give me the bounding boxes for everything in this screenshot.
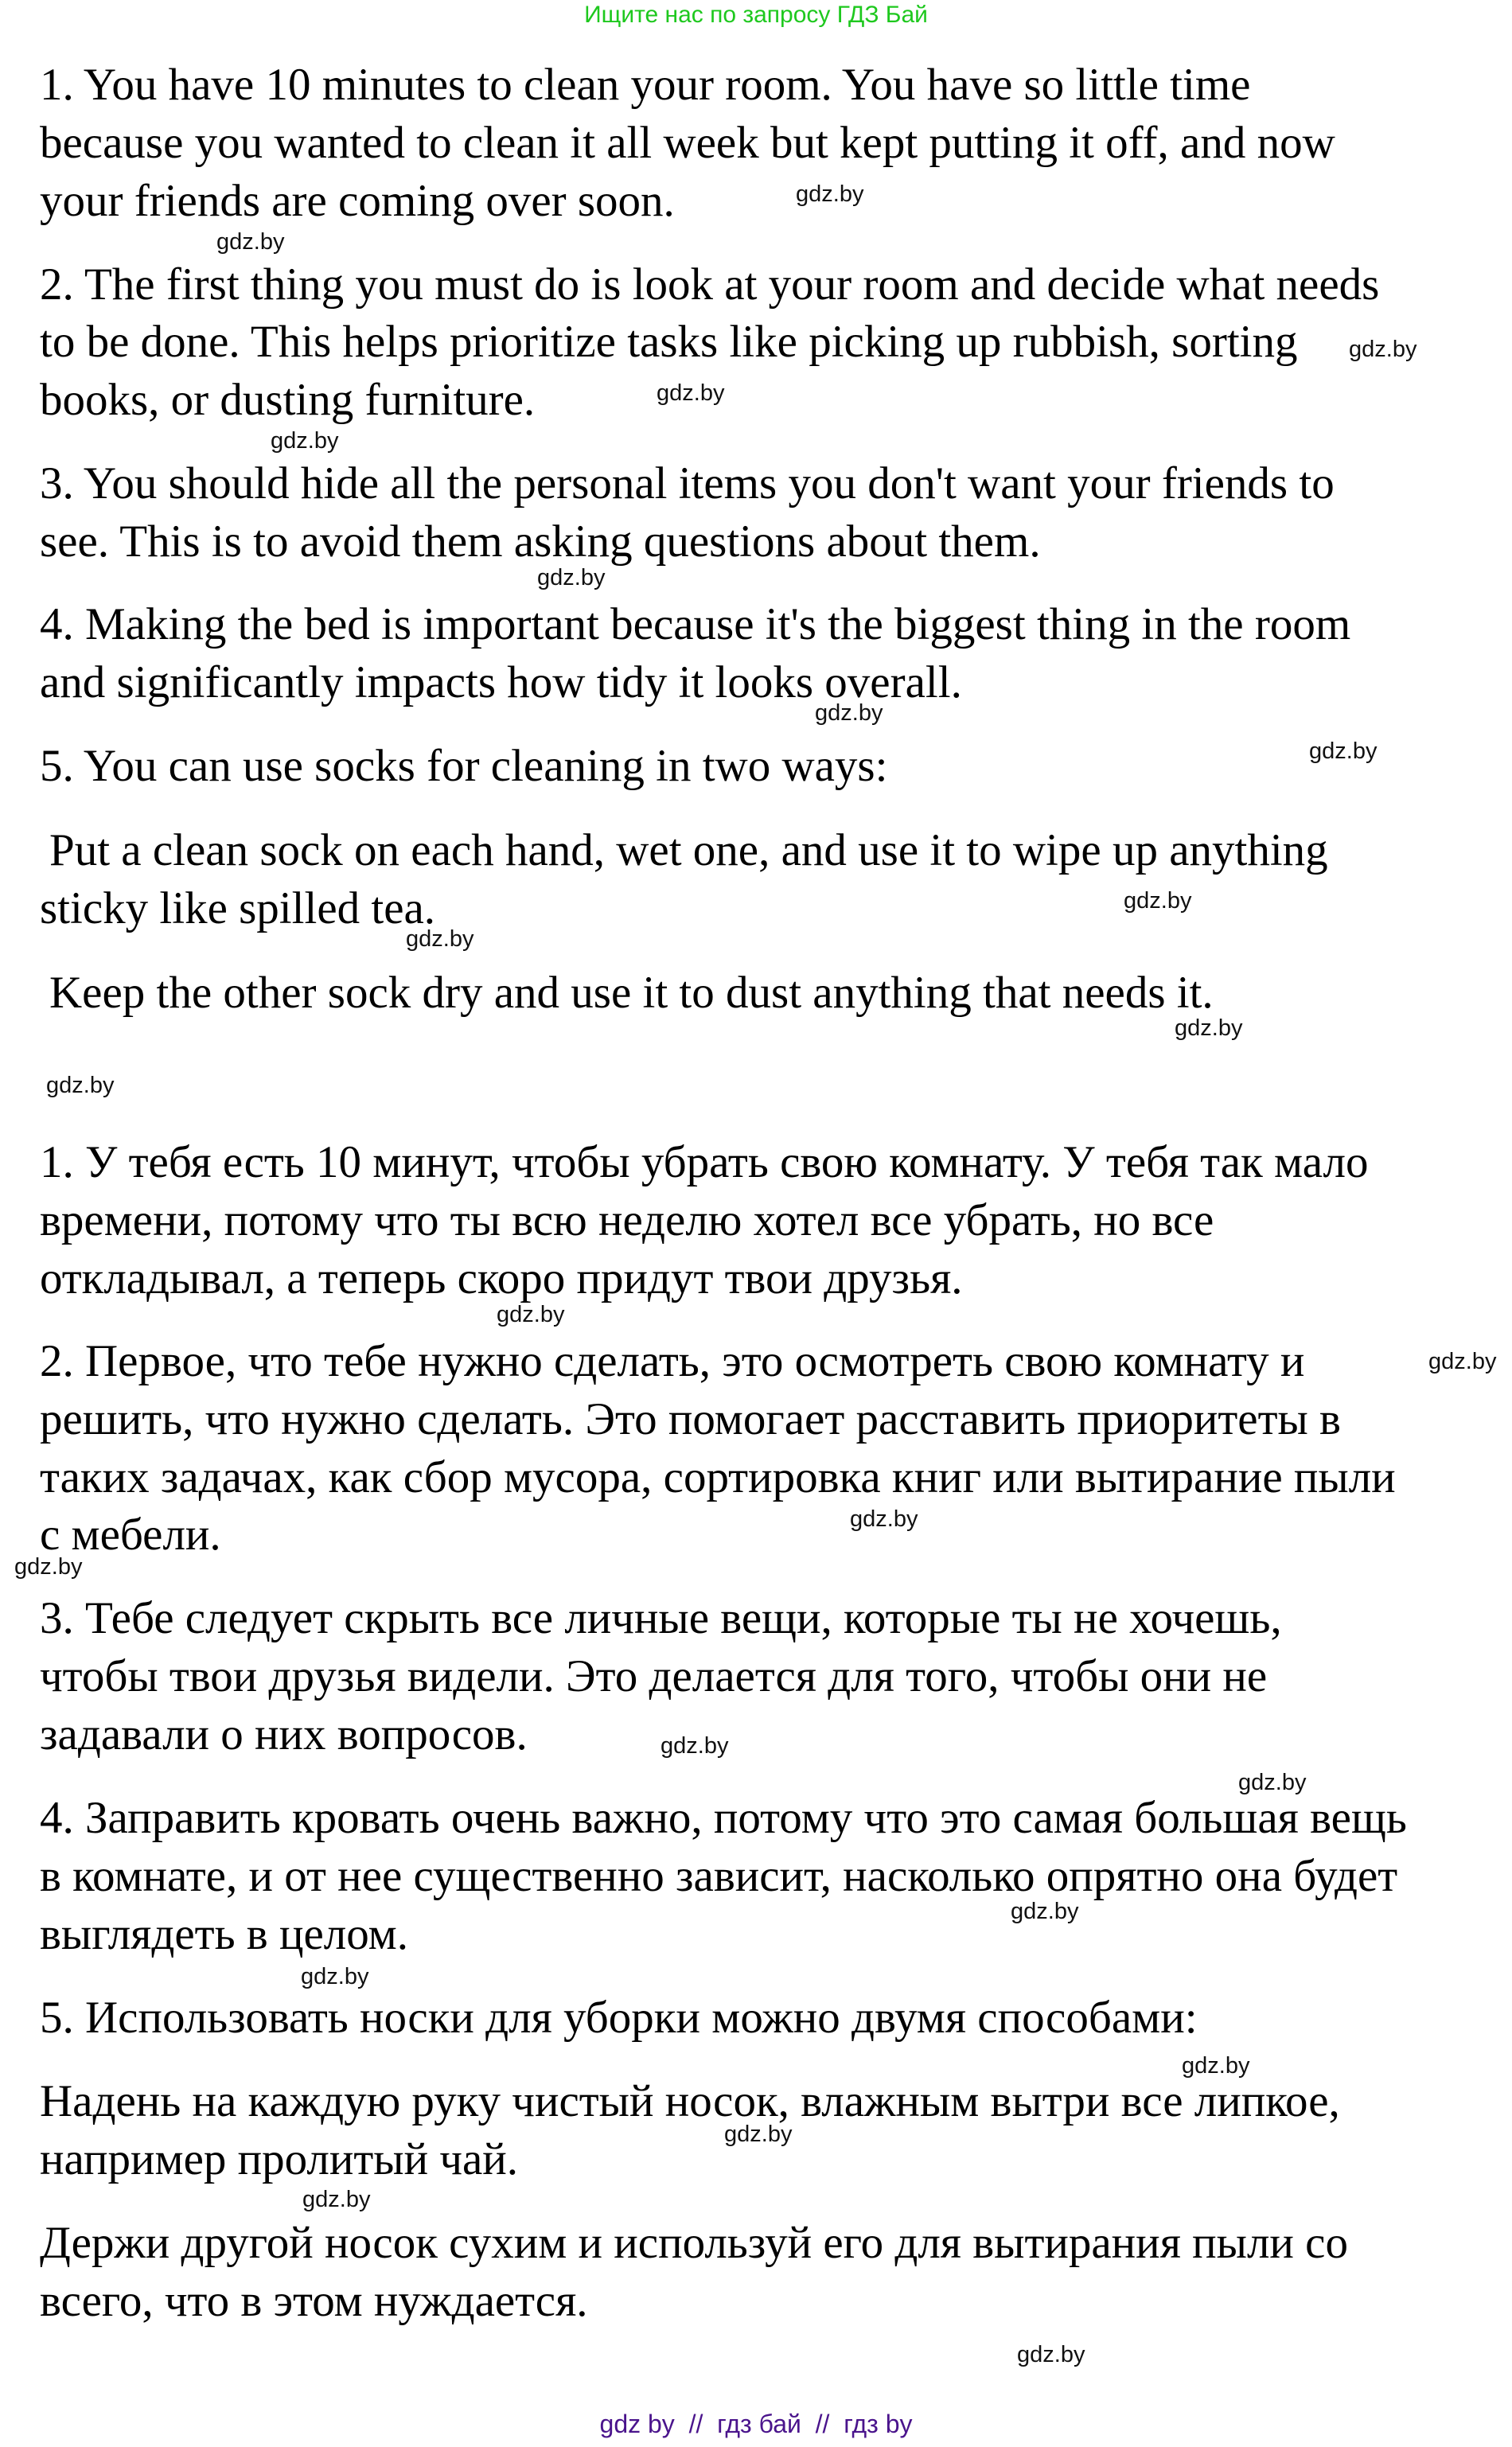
watermark: gdz.by: [301, 1964, 369, 1989]
watermark: gdz.by: [661, 1733, 729, 1759]
ru-p3-line2: чтобы твои друзья видели. Это делается для того, чтобы они не: [40, 1651, 1268, 1701]
watermark: gdz.by: [657, 380, 725, 406]
ru-p2-line4: с мебели.: [40, 1510, 221, 1560]
watermark: gdz.by: [1349, 337, 1417, 362]
site-footer-links[interactable]: gdz by // гдз бай // гдз by: [599, 2410, 913, 2438]
ru-b2-line1: Держи другой носок сухим и используй его для вытирания пыли со: [40, 2218, 1348, 2268]
ru-p3-line1: 3. Тебе следует скрыть все личные вещи, которые ты не хочешь,: [40, 1593, 1282, 1643]
watermark: gdz.by: [1309, 738, 1378, 764]
ru-b1-line1: Надень на каждую руку чистый носок, влажным вытри все липкое,: [40, 2076, 1340, 2126]
watermark: gdz.by: [216, 229, 285, 255]
watermark: gdz.by: [1428, 1349, 1497, 1374]
watermark: gdz.by: [724, 2122, 793, 2147]
ru-b1-line2: например пролитый чай.: [40, 2134, 519, 2184]
watermark: gdz.by: [537, 565, 606, 590]
watermark: gdz.by: [1182, 2053, 1250, 2079]
en-b2-line1: Keep the other sock dry and use it to dust anything that needs it.: [49, 968, 1214, 1018]
watermark: gdz.by: [14, 1554, 83, 1580]
site-banner[interactable]: Ищите нас по запросу ГДЗ Бай: [584, 2, 928, 28]
ru-p1-line3: откладывал, а теперь скоро придут твои друзья.: [40, 1253, 963, 1303]
en-p2-line1: 2. The first thing you must do is look at your room and decide what needs: [40, 259, 1380, 310]
watermark: gdz.by: [1238, 1770, 1307, 1795]
en-b1-line1: Put a clean sock on each hand, wet one, and use it to wipe up anything: [49, 825, 1328, 875]
watermark: gdz.by: [796, 181, 864, 207]
en-p3-line2: see. This is to avoid them asking questions about them.: [40, 516, 1041, 567]
ru-p4-line3: выглядеть в целом.: [40, 1909, 408, 1959]
watermark: gdz.by: [46, 1073, 115, 1098]
watermark: gdz.by: [1124, 888, 1192, 914]
en-p5-line1: 5. You can use socks for cleaning in two ways:: [40, 741, 888, 791]
ru-p2-line1: 2. Первое, что тебе нужно сделать, это осмотреть свою комнату и: [40, 1336, 1305, 1386]
ru-p4-line1: 4. Заправить кровать очень важно, потому что это самая большая вещь: [40, 1793, 1407, 1843]
ru-p1-line1: 1. У тебя есть 10 минут, чтобы убрать свою комнату. У тебя так мало: [40, 1137, 1369, 1187]
ru-p2-line3: таких задачах, как сбор мусора, сортировка книг или вытирание пыли: [40, 1452, 1396, 1502]
watermark: gdz.by: [497, 1302, 565, 1327]
ru-p2-line2: решить, что нужно сделать. Это помогает расставить приоритеты в: [40, 1394, 1341, 1444]
en-p3-line1: 3. You should hide all the personal items you don't want your friends to: [40, 458, 1335, 508]
en-p2-line3: books, or dusting furniture.: [40, 375, 536, 425]
en-p2-line2: to be done. This helps prioritize tasks like picking up rubbish, sorting: [40, 317, 1298, 367]
watermark: gdz.by: [815, 700, 883, 726]
en-p1-line1: 1. You have 10 minutes to clean your room. You have so little time: [40, 60, 1251, 110]
en-p1-line2: because you wanted to clean it all week but kept putting it off, and now: [40, 118, 1335, 168]
watermark: gdz.by: [1175, 1015, 1243, 1041]
ru-b2-line2: всего, что в этом нуждается.: [40, 2276, 588, 2326]
ru-p4-line2: в комнате, и от нее существенно зависит, насколько опрятно она будет: [40, 1851, 1398, 1901]
watermark: gdz.by: [1011, 1899, 1079, 1924]
watermark: gdz.by: [271, 428, 339, 454]
watermark: gdz.by: [406, 926, 474, 952]
ru-p5-line1: 5. Использовать носки для уборки можно двумя способами:: [40, 1993, 1198, 2043]
en-b1-line2: sticky like spilled tea.: [40, 883, 436, 933]
en-p4-line1: 4. Making the bed is important because it's the biggest thing in the room: [40, 599, 1351, 649]
en-p1-line3: your friends are coming over soon.: [40, 176, 675, 226]
watermark: gdz.by: [850, 1506, 918, 1532]
watermark: gdz.by: [302, 2187, 371, 2212]
ru-p3-line3: задавали о них вопросов.: [40, 1709, 528, 1759]
watermark: gdz.by: [1017, 2342, 1085, 2367]
ru-p1-line2: времени, потому что ты всю неделю хотел все убрать, но все: [40, 1195, 1214, 1245]
en-p4-line2: and significantly impacts how tidy it looks overall.: [40, 657, 962, 707]
